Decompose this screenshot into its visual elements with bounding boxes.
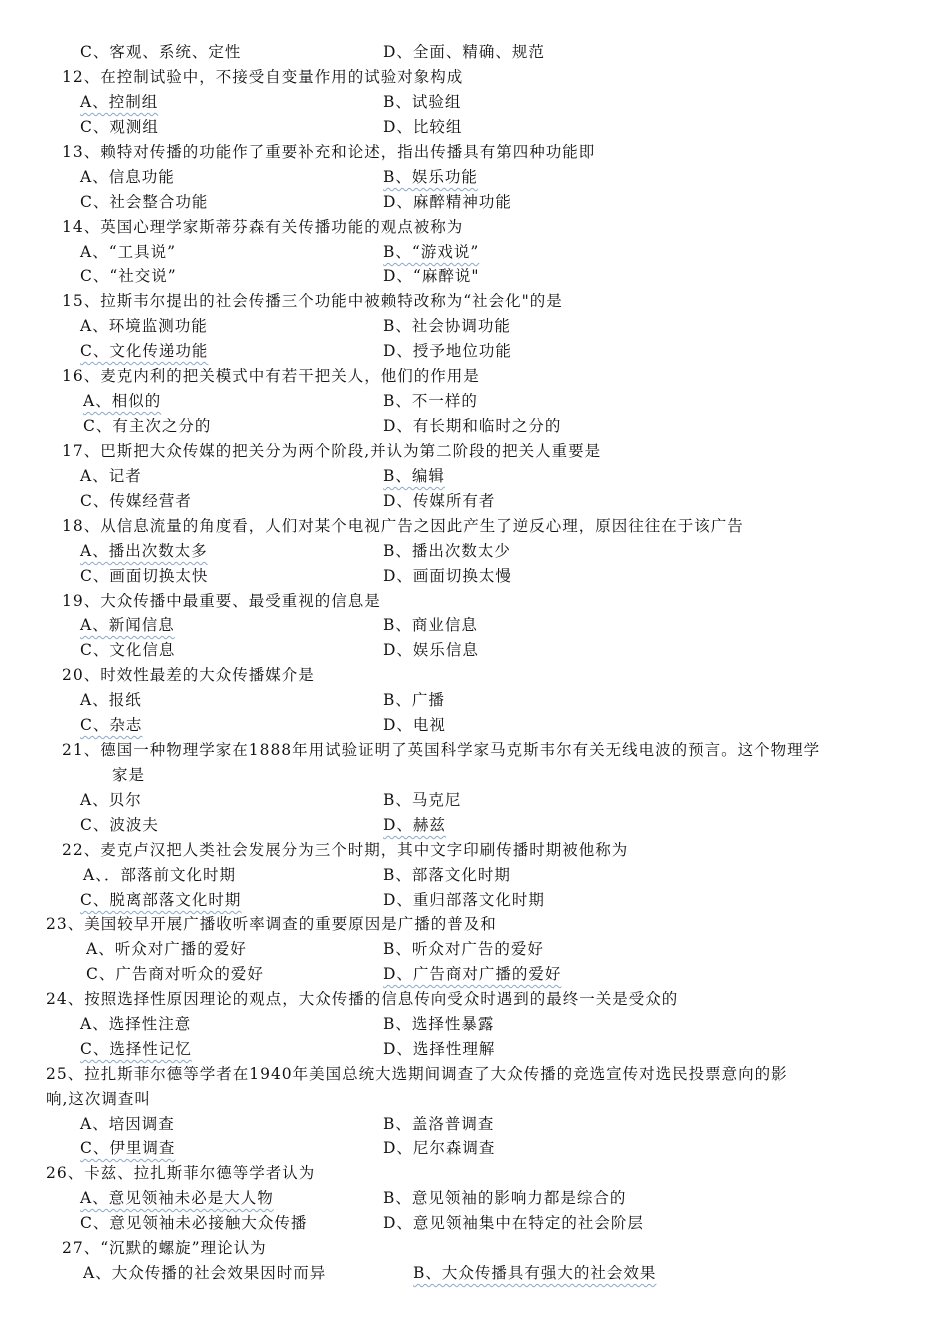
answer-option: D、娱乐信息 (383, 641, 479, 659)
answer-option: A、记者 (80, 467, 142, 485)
answer-option: B、“游戏说” (383, 243, 480, 261)
answer-option: D、有长期和临时之分的 (383, 417, 562, 435)
answer-option: D、赫兹 (383, 816, 446, 834)
answer-option: A、“工具说” (80, 243, 177, 261)
answer-option: D、麻醉精神功能 (383, 193, 512, 211)
answer-option: B、选择性暴露 (383, 1015, 495, 1033)
answer-option: B、广播 (383, 691, 445, 709)
answer-option: C、客观、系统、定性 (80, 43, 242, 61)
answer-option: C、画面切换太快 (80, 567, 209, 585)
question-text: 25、拉扎斯菲尔德等学者在1940年美国总统大选期间调查了大众传播的竞选宣传对选民投票意向的影 (46, 1065, 788, 1083)
answer-option: A、报纸 (80, 691, 142, 709)
question-text: 27、“沉默的螺旋”理论认为 (62, 1239, 267, 1257)
answer-option: C、社会整合功能 (80, 193, 209, 211)
text-line: 响,这次调查叫 (46, 1090, 151, 1108)
answer-option: C、“社交说” (80, 267, 177, 285)
answer-option: C、有主次之分的 (83, 417, 212, 435)
answer-option: B、商业信息 (383, 616, 478, 634)
question-text: 23、美国较早开展广播收听率调查的重要原因是广播的普及和 (46, 915, 497, 933)
answer-option: A、信息功能 (80, 168, 175, 186)
answer-option: B、盖洛普调查 (383, 1115, 495, 1133)
answer-option: D、电视 (383, 716, 446, 734)
answer-option: C、意见领袖未必接触大众传播 (80, 1214, 308, 1232)
answer-option: B、部落文化时期 (383, 866, 511, 884)
answer-option: D、广告商对广播的爱好 (383, 965, 562, 983)
answer-option: A、听众对广播的爱好 (86, 940, 247, 958)
answer-option: A、大众传播的社会效果因时而异 (83, 1264, 327, 1282)
answer-option: D、传媒所有者 (383, 492, 496, 510)
answer-option: D、授予地位功能 (383, 342, 512, 360)
question-text: 22、麦克卢汉把人类社会发展分为三个时期，其中文字印刷传播时期被他称为 (62, 841, 629, 859)
answer-option: C、选择性记忆 (80, 1040, 192, 1058)
answer-option: A、相似的 (83, 392, 162, 410)
question-text: 19、大众传播中最重要、最受重视的信息是 (62, 592, 381, 610)
answer-option: C、伊里调查 (80, 1139, 176, 1157)
answer-option: A、播出次数太多 (80, 542, 208, 560)
answer-option: D、比较组 (383, 118, 463, 136)
question-text: 26、卡兹、拉扎斯菲尔德等学者认为 (46, 1164, 316, 1182)
answer-option: C、文化传递功能 (80, 342, 209, 360)
question-text: 16、麦克内利的把关模式中有若干把关人，他们的作用是 (62, 367, 480, 385)
question-text: 14、英国心理学家斯蒂芬森有关传播功能的观点被称为 (62, 218, 464, 236)
answer-option: D、画面切换太慢 (383, 567, 512, 585)
answer-option: C、广告商对听众的爱好 (86, 965, 264, 983)
answer-option: A、贝尔 (80, 791, 142, 809)
answer-option: C、杂志 (80, 716, 143, 734)
answer-option: C、文化信息 (80, 641, 176, 659)
question-text: 17、巴斯把大众传媒的把关分为两个阶段,并认为第二阶段的把关人重要是 (62, 442, 602, 460)
answer-option: D、意见领袖集中在特定的社会阶层 (383, 1214, 644, 1232)
answer-option: C、观测组 (80, 118, 159, 136)
answer-option: D、“麻醉说" (383, 267, 480, 285)
answer-option: A、控制组 (80, 93, 159, 111)
answer-option: A、环境监测功能 (80, 317, 208, 335)
question-text: 24、按照选择性原因理论的观点，大众传播的信息传向受众时遇到的最终一关是受众的 (46, 990, 679, 1008)
answer-option: C、脱离部落文化时期 (80, 891, 242, 909)
answer-option: B、社会协调功能 (383, 317, 511, 335)
answer-option: B、意见领袖的影响力都是综合的 (383, 1189, 627, 1207)
answer-option: B、试验组 (383, 93, 462, 111)
question-text: 15、拉斯韦尔提出的社会传播三个功能中被赖特改称为“社会化"的是 (62, 292, 563, 310)
answer-option: D、重归部落文化时期 (383, 891, 545, 909)
question-text: 18、从信息流量的角度看，人们对某个电视广告之因此产生了逆反心理，原因往往在于该广告 (62, 517, 744, 535)
answer-option: A、培因调查 (80, 1115, 175, 1133)
answer-option: B、编辑 (383, 467, 445, 485)
answer-option: B、播出次数太少 (383, 542, 511, 560)
answer-option: B、马克尼 (383, 791, 462, 809)
question-text: 21、德国一种物理学家在1888年用试验证明了英国科学家马克斯韦尔有关无线电波的预言。这个物理学 (62, 741, 821, 759)
answer-option: A、新闻信息 (80, 616, 175, 634)
answer-option: C、传媒经营者 (80, 492, 192, 510)
question-text: 12、在控制试验中，不接受自变量作用的试验对象构成 (62, 68, 464, 86)
answer-option: D、选择性理解 (383, 1040, 496, 1058)
text-line: 家是 (112, 766, 146, 784)
answer-option: B、大众传播具有强大的社会效果 (413, 1264, 657, 1282)
answer-option: B、娱乐功能 (383, 168, 478, 186)
answer-option: C、波波夫 (80, 816, 159, 834)
answer-option: D、全面、精确、规范 (383, 43, 545, 61)
answer-option: A、．部落前文化时期 (83, 866, 236, 884)
question-text: 20、时效性最差的大众传播媒介是 (62, 666, 315, 684)
answer-option: B、听众对广告的爱好 (383, 940, 544, 958)
answer-option: B、不一样的 (383, 392, 478, 410)
answer-option: D、尼尔森调查 (383, 1139, 496, 1157)
answer-option: A、意见领袖未必是大人物 (80, 1189, 274, 1207)
question-text: 13、赖特对传播的功能作了重要补充和论述，指出传播具有第四种功能即 (62, 143, 596, 161)
answer-option: A、选择性注意 (80, 1015, 192, 1033)
